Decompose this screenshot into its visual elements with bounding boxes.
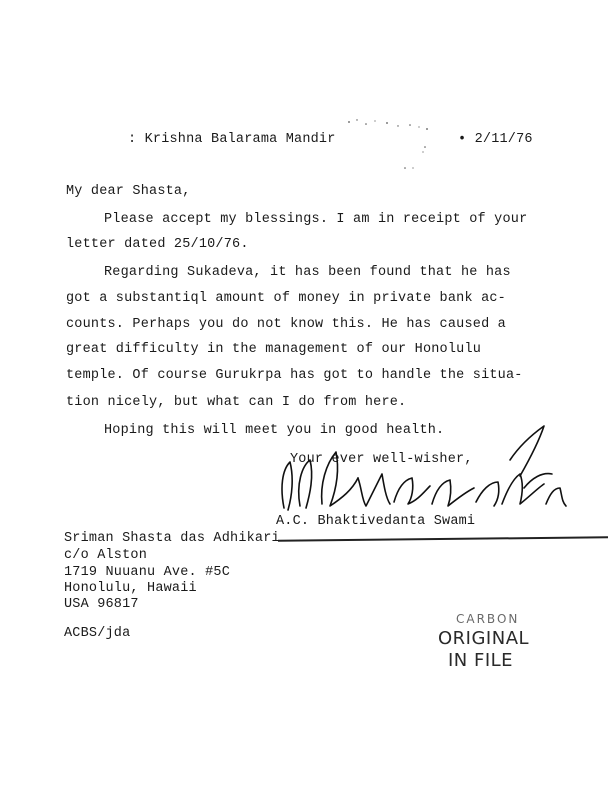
paragraph-1-line-1: Please accept my blessings. I am in receipt of your (104, 212, 528, 227)
stamp-original: ORIGINAL (438, 628, 530, 649)
valediction: Your ever well-wisher, (290, 452, 473, 467)
address-line-1: Sriman Shasta das Adhikari (64, 531, 280, 546)
reference-initials: ACBS/jda (64, 626, 131, 641)
address-line-4: Honolulu, Hawaii (64, 581, 197, 596)
scan-specks (335, 114, 445, 174)
address-line-5: USA 96817 (64, 597, 139, 612)
signature-rule (278, 536, 608, 541)
paragraph-2-line-6: tion nicely, but what can I do from here. (66, 395, 407, 410)
paragraph-2-line-2: got a substantiql amount of money in private bank ac- (66, 291, 506, 306)
salutation: My dear Shasta, (66, 184, 191, 199)
paragraph-1-line-2: letter dated 25/10/76. (66, 237, 249, 252)
address-line-2: c/o Alston (64, 548, 148, 563)
paragraph-2-line-5: temple. Of course Gurukrpa has got to handle the situa- (66, 368, 523, 383)
address-line-3: 1719 Nuuanu Ave. #5C (64, 565, 231, 580)
paragraph-2-line-3: counts. Perhaps you do not know this. He has caused a (66, 317, 506, 332)
handwritten-signature (262, 418, 582, 528)
paragraph-2-line-4: great difficulty in the management of our Honolulu (66, 342, 482, 357)
paragraph-2-line-1: Regarding Sukadeva, it has been found that he has (104, 265, 511, 280)
letter-location: : Krishna Balarama Mandir (128, 132, 336, 147)
letter-date: • 2/11/76 (458, 132, 533, 147)
stamp-in-file: IN FILE (448, 650, 514, 671)
signatory-name: A.C. Bhaktivedanta Swami (276, 514, 476, 529)
closing-line: Hoping this will meet you in good health. (104, 423, 445, 438)
stamp-carbon: CARBON (456, 612, 520, 626)
